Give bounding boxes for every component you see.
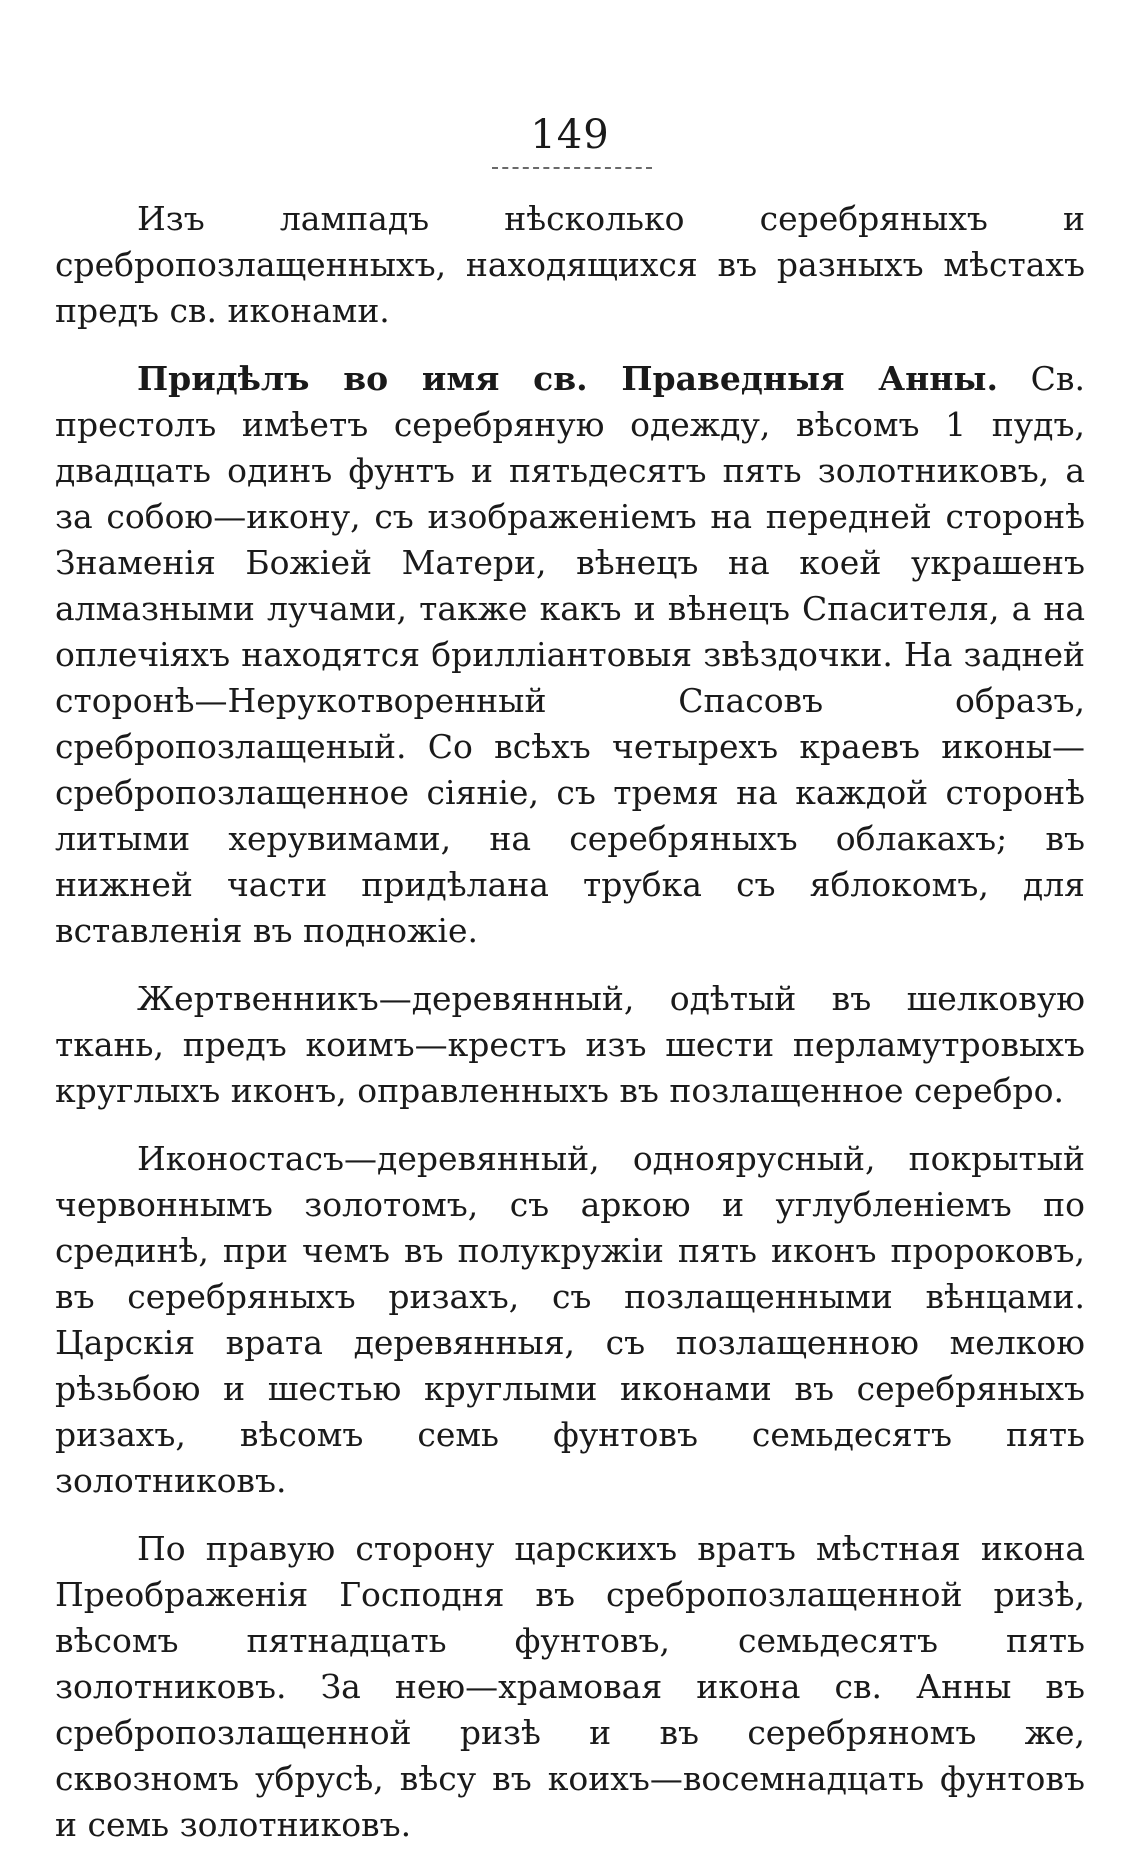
paragraph-heading: Придѣлъ во имя св. Праведныя Анны. (137, 359, 998, 398)
paragraph-altar-table (55, 976, 1085, 1114)
paragraph-lamps (55, 196, 1085, 334)
paragraph-text: Изъ лампадъ нѣсколько серебряныхъ и сребропозлащенныхъ, находящихся въ разныхъ мѣстахъ предъ св. иконами. (55, 199, 1085, 330)
paragraph-iconostasis (55, 1136, 1085, 1504)
paragraph-icons-right (55, 1526, 1085, 1848)
paragraph-text: По правую сторону царскихъ вратъ мѣстная икона Преображенія Господня въ сребропозлащенной ризѣ, вѣсомъ пятнадцать фунтовъ, семьдесятъ пять золотниковъ. За нею—храмовая икона св. Анны въ сребропозлащенной ризѣ и въ серебряномъ же, сквозномъ убрусѣ, вѣсу въ коихъ—восемнадцать фунтовъ и семь золотниковъ. (55, 1529, 1085, 1844)
paragraph-text: Иконостасъ—деревянный, одноярусный, покрытый червоннымъ золотомъ, съ аркою и углубленіемъ по срединѣ, при чемъ въ полукружіи пять иконъ пророковъ, въ серебряныхъ ризахъ, съ позлащенными вѣнцами. Царскія врата деревянныя, съ позлащенною мелкою рѣзьбою и шестью круглыми иконами въ серебряныхъ ризахъ, вѣсомъ семь фунтовъ семьдесятъ пять золотниковъ. (55, 1139, 1085, 1500)
page-number: 149 (530, 112, 610, 158)
body-text (55, 196, 1085, 1870)
paragraph-chapel-anna (55, 356, 1085, 954)
page-number-rule (492, 167, 652, 169)
paragraph-text: Св. престолъ имѣетъ серебряную одежду, вѣсомъ 1 пудъ, двадцать одинъ фунтъ и пятьдесятъ пять золотниковъ, а за собою—икону, съ изображеніемъ на передней сторонѣ Знаменія Божіей Матери, вѣнецъ на коей украшенъ алмазными лучами, также какъ и вѣнецъ Спасителя, а на оплечіяхъ находятся бриллiантовыя звѣздочки. На задней сторонѣ—Нерукотворенный Спасовъ образъ, сребропозлащеный. Со всѣхъ четырехъ краевъ иконы—сребропозлащенное сіяніе, съ тремя на каждой сторонѣ литыми херувимами, на серебряныхъ облакахъ; въ нижней части придѣлана трубка съ яблокомъ, для вставленія въ подножіе. (55, 359, 1085, 950)
paragraph-text: Жертвенникъ—деревянный, одѣтый въ шелковую ткань, предъ коимъ—крестъ изъ шести перламутровыхъ круглыхъ иконъ, оправленныхъ въ позлащенное серебро. (55, 979, 1085, 1110)
